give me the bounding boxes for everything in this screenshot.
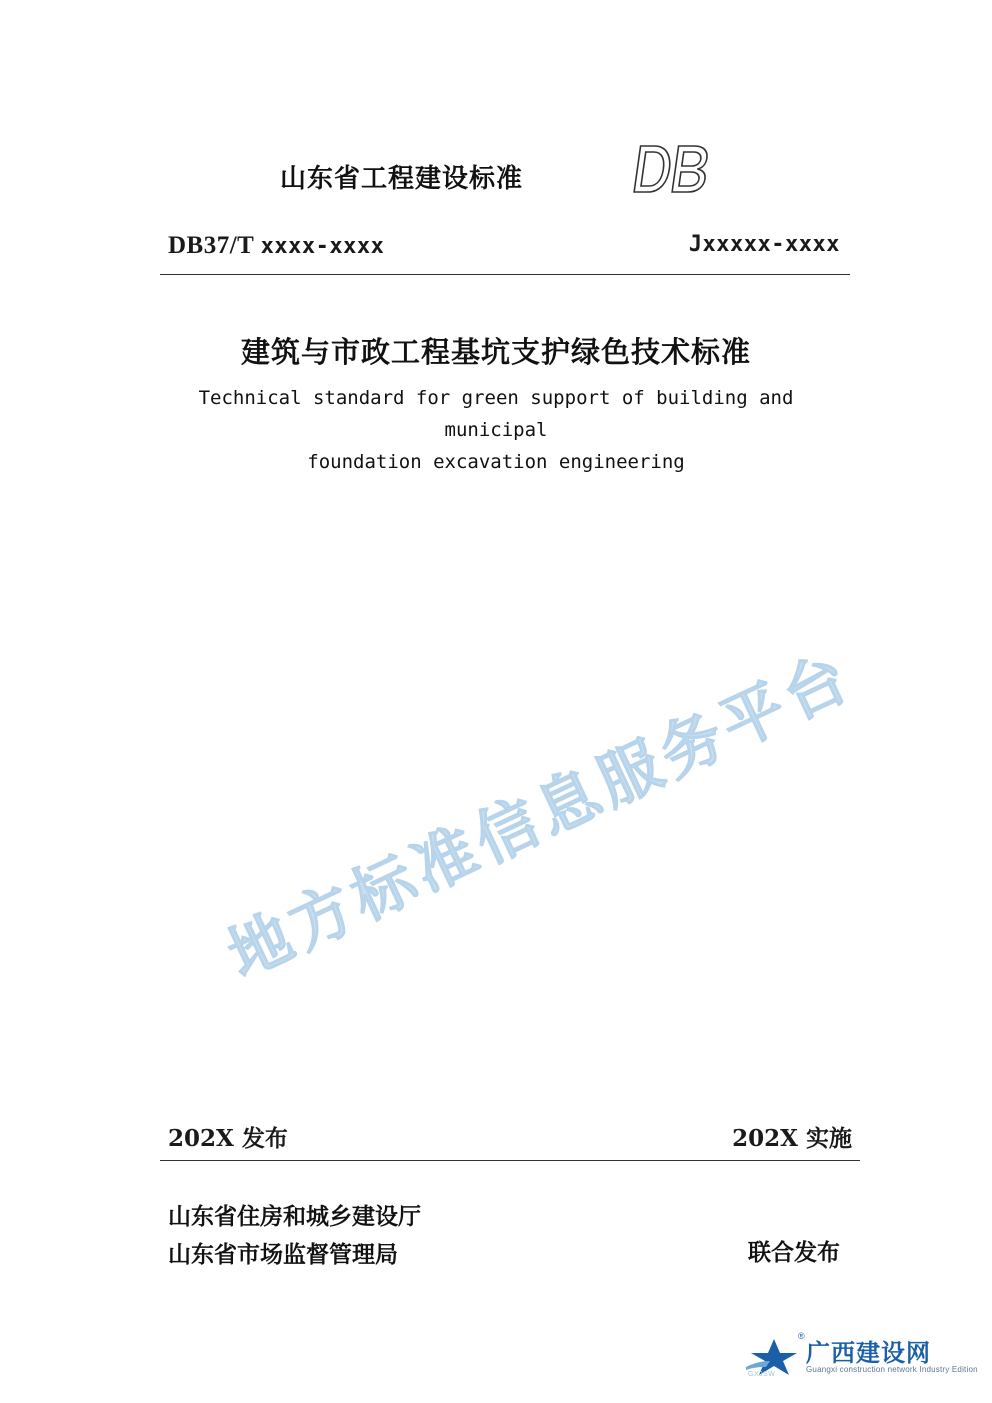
document-title-english-line1: Technical standard for green support of building and municipal [198, 387, 794, 441]
standard-code-left [168, 232, 384, 260]
joint-publish-label: 联合发布 [748, 1239, 840, 1266]
document-title-english [146, 382, 846, 478]
implement-date: 202X 实施 [732, 1125, 852, 1152]
standard-code-prefix: DB37/T [168, 232, 254, 259]
db-logo-icon [620, 136, 730, 206]
standard-code-right: Jxxxxx-xxxx [688, 232, 840, 257]
corner-logo-title: 广西建设网 [806, 1338, 931, 1367]
standard-code-number: xxxx-xxxx [260, 234, 385, 259]
page-watermark [210, 638, 970, 1150]
watermark-text: 地方标准信息服务平台 [216, 638, 864, 993]
registered-mark: ® [798, 1331, 805, 1341]
header-row [160, 150, 850, 210]
corner-logo-watermark: GXJSW [748, 1371, 776, 1378]
issuer-line-2: 山东省市场监督管理局 [168, 1241, 398, 1268]
issuer-line-1: 山东省住房和城乡建设厅 [168, 1203, 421, 1230]
publish-date-line [160, 1120, 860, 1161]
issuing-organizations [168, 1198, 421, 1274]
corner-logo-subtitle: Guangxi construction network Industry Edition [806, 1365, 978, 1374]
standard-code-line [160, 232, 850, 275]
document-title-chinese: 建筑与市政工程基坑支护绿色技术标准 [240, 335, 751, 369]
document-title-english-line2: foundation excavation engineering [307, 451, 685, 473]
standard-series-label: 山东省工程建设标准 [280, 164, 524, 193]
corner-brand-logo [744, 1331, 978, 1389]
publish-date: 202X 发布 [168, 1125, 288, 1152]
